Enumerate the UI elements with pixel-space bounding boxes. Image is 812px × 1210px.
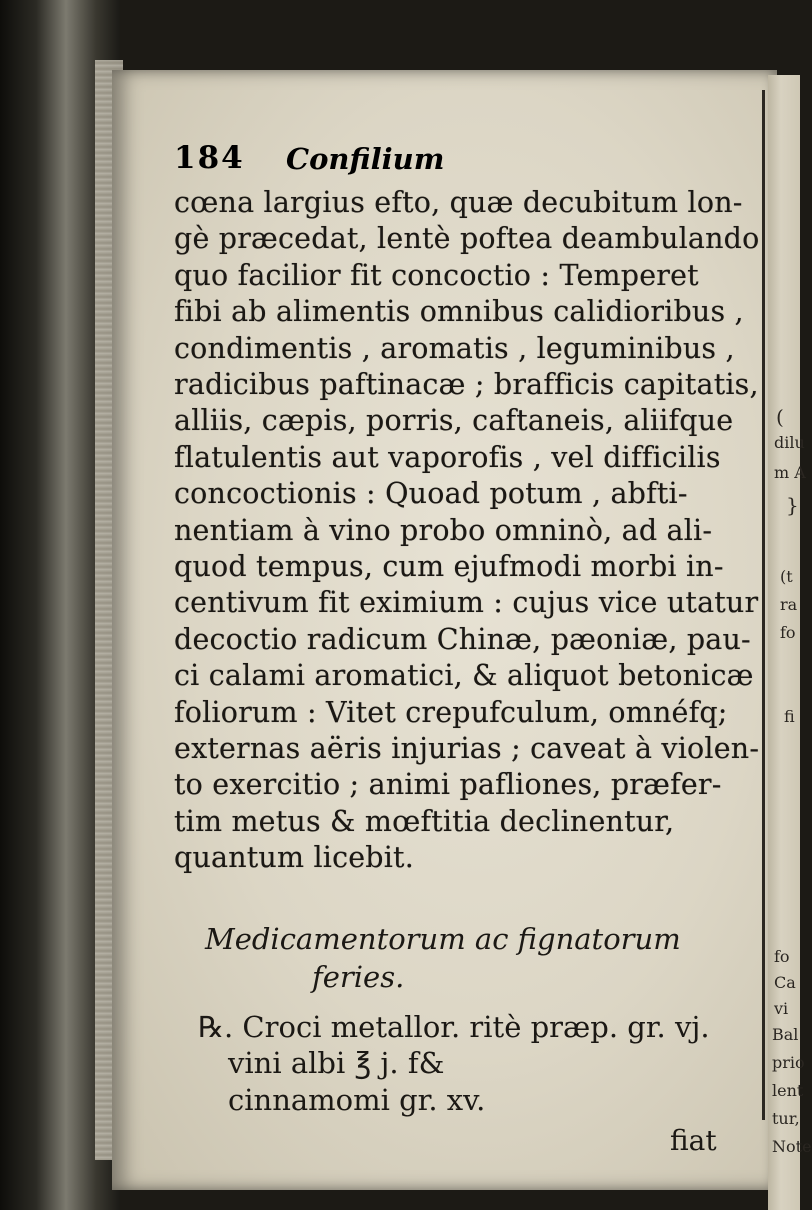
text-line: nentiam à vino probo omninò, ad ali- — [174, 514, 713, 547]
adjacent-fragment: ra — [780, 595, 798, 614]
adjacent-fragment: lent — [772, 1081, 804, 1100]
text-line: externas aëris injurias ; caveat à violen- — [174, 732, 760, 765]
section-subheading: feries. — [312, 960, 405, 994]
text-line: alliis, cæpis, porris, caftaneis, aliifque — [174, 404, 734, 437]
text-line: radicibus paftinacæ ; brafficis capitatis, — [174, 368, 759, 401]
text-line: decoctio radicum Chinæ, pæoniæ, pau- — [174, 623, 751, 656]
text-line: cœna largius efto, quæ decubitum lon- — [174, 186, 743, 219]
adjacent-fragment: fi — [784, 707, 795, 726]
text-line: ci calami aromatici, & aliquot betonicæ — [174, 659, 754, 692]
page-number: 184 — [174, 140, 245, 176]
page-header — [174, 140, 574, 176]
recipe-line: vini albi ℥ j. f& — [228, 1046, 445, 1080]
text-line: centivum fit eximium : cujus vice utatur — [174, 586, 759, 619]
adjacent-page — [768, 75, 812, 1210]
adjacent-fragment: m A — [774, 463, 806, 482]
section-heading: Medicamentorum ac fignatorum — [205, 922, 681, 956]
text-line: condimentis , aromatis , leguminibus , — [174, 332, 735, 365]
page-margin-line — [762, 90, 765, 1120]
recipe-line: cinnamomi gr. xv. — [228, 1083, 486, 1117]
text-line: foliorum : Vitet crepufculum, omnéfq; — [174, 696, 728, 729]
adjacent-fragment: Ca — [774, 973, 796, 992]
text-line: concoctionis : Quoad potum , abfti- — [174, 477, 688, 510]
adjacent-fragment: Note — [772, 1137, 812, 1156]
text-line: flatulentis aut vaporofis , vel difficilis — [174, 441, 721, 474]
adjacent-fragment: vi — [774, 999, 789, 1018]
text-line: tim metus & mœftitia declinentur, — [174, 805, 675, 838]
recipe-line: ℞. Croci metallor. ritè præp. gr. vj. — [198, 1010, 710, 1044]
adjacent-fragment: tur, — [772, 1109, 800, 1128]
adjacent-fragment: dilu — [774, 433, 805, 452]
adjacent-fragment: prio — [772, 1053, 805, 1072]
text-line: quod tempus, cum ejufmodi morbi in- — [174, 550, 724, 583]
text-line: fibi ab alimentis omnibus calidioribus , — [174, 295, 744, 328]
catchword: fiat — [670, 1124, 717, 1157]
adjacent-fragment: Bal — [772, 1025, 799, 1044]
text-line: to exercitio ; animi pafliones, præfer- — [174, 768, 722, 801]
text-line: quo facilior fit concoctio : Temperet — [174, 259, 699, 292]
text-line: quantum licebit. — [174, 841, 414, 874]
text-line: gè præcedat, lentè poftea deambulando — [174, 222, 760, 255]
adjacent-fragment: } — [786, 493, 799, 517]
adjacent-fragment: fo — [774, 947, 790, 966]
running-head: Confilium — [286, 142, 445, 176]
adjacent-fragment: fo — [780, 623, 796, 642]
adjacent-fragment: (t — [780, 567, 793, 586]
adjacent-fragment: ( — [776, 405, 784, 429]
